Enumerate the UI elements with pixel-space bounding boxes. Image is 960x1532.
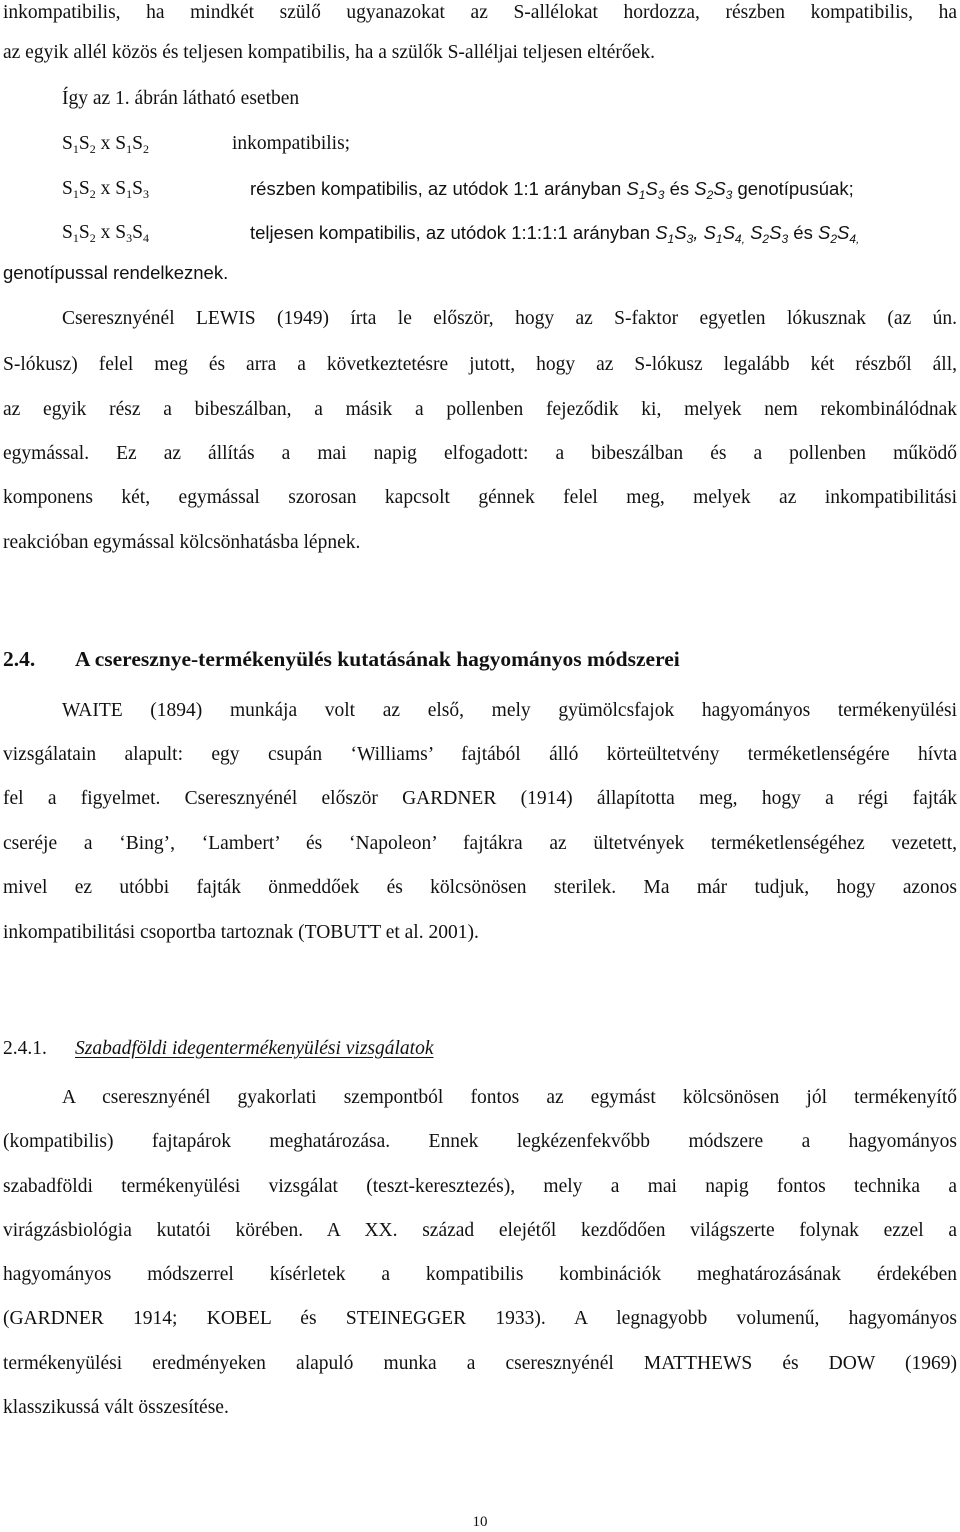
cross-2-label <box>62 176 149 202</box>
genotype-s2s3: $S_2S_3$ <box>694 178 733 202</box>
cross-2-text-b: genotípusúak; <box>732 178 854 199</box>
paragraph-2-line-2: S-lókusz) felel meg és arra a következtetésre jutott, hogy az S-lókusz legalább két részből áll, <box>3 354 957 375</box>
subsection-title: Szabadföldi idegentermékenyülési vizsgálatok <box>75 1038 434 1059</box>
paragraph-4-line-5: hagyományos módszerrel kísérletek a kompatibilis kombinációk meghatározásának érdekében <box>3 1264 957 1285</box>
paragraph-4-line-7: termékenyülési eredményeken alapuló munka a cseresznyénél MATTHEWS és DOW (1969) <box>3 1353 957 1374</box>
cross-3-text-a: teljesen kompatibilis, az utódok 1:1:1:1 arányban <box>250 222 656 243</box>
cross-3-label <box>62 220 149 246</box>
paragraph-4-line-4: virágzásbiológia kutatói körében. A XX. század elejétől kezdődően világszerte folynak ezzel a <box>3 1220 957 1241</box>
paragraph-4-line-6: (GARDNER 1914; KOBEL és STEINEGGER 1933). A legnagyobb volumenű, hagyományos <box>3 1308 957 1329</box>
paragraph-4-line-3: szabadföldi termékenyülési vizsgálat (teszt-keresztezés), mely a mai napig fontos technika a <box>3 1176 957 1197</box>
paragraph-3-line-5: mivel ez utóbbi fajták önmeddőek és kölcsönösen sterilek. Ma már tudjuk, hogy azonos <box>3 877 957 898</box>
paragraph-1-line-2: az egyik allél közös és teljesen kompatibilis, ha a szülők S-alléljai teljesen eltérőek. <box>3 42 655 63</box>
section-title: A cseresznye-termékenyülés kutatásának hagyományos módszerei <box>75 647 680 671</box>
crosses-tail: genotípussal rendelkeznek. <box>3 262 229 283</box>
cross-2-and: és <box>664 178 695 199</box>
cross-label-text: $S_1S_2$ x $S_1S_2$ <box>62 133 149 156</box>
section-heading-2-4-1 <box>3 1036 434 1062</box>
genotype-list: $S_1S_3$, $S_1S_{4,}$ $S_2S_3$ és $S_2S_{4,}$ <box>655 222 860 246</box>
paragraph-3-line-1: WAITE (1894) munkája volt az első, mely gyümölcsfajok hagyományos termékenyülési <box>62 700 957 721</box>
paragraph-2-line-3: az egyik rész a bibeszálban, a másik a pollenben fejeződik ki, melyek nem rekombinálódnak <box>3 399 957 420</box>
subsection-number: 2.4.1. <box>3 1038 47 1059</box>
section-number: 2.4. <box>3 647 36 671</box>
cross-3-description <box>250 220 859 246</box>
cross-2-text-a: részben kompatibilis, az utódok 1:1 arányban <box>250 178 627 199</box>
cross-label-text: $S_1S_2$ x $S_3S_4$ <box>62 222 149 245</box>
paragraph-3-line-2: vizsgálatain alapult: egy csupán ‘Williams’ fajtából álló körteültetvény terméketlenségére hívta <box>3 744 957 765</box>
paragraph-4-line-2: (kompatibilis) fajtapárok meghatározása. Ennek legkézenfekvőbb módszere a hagyományos <box>3 1131 957 1152</box>
paragraph-1-line-3: Így az 1. ábrán látható esetben <box>62 88 300 109</box>
paragraph-1-line-1: inkompatibilis, ha mindkét szülő ugyanazokat az S-allélokat hordozza, részben kompatibilis, ha <box>3 2 957 23</box>
paragraph-3-line-6: inkompatibilitási csoportba tartoznak (TOBUTT et al. 2001). <box>3 922 479 943</box>
paragraph-2-line-1: Cseresznyénél LEWIS (1949) írta le először, hogy az S-faktor egyetlen lókusznak (az ún. <box>62 308 957 329</box>
cross-1-label <box>62 131 149 157</box>
paragraph-2-line-5: komponens két, egymással szorosan kapcsolt génnek felel meg, melyek az inkompatibilitási <box>3 487 957 508</box>
cross-label-text: $S_1S_2$ x $S_1S_3$ <box>62 178 149 201</box>
paragraph-2-line-4: egymással. Ez az állítás a mai napig elfogadott: a bibeszálban és a pollenben működő <box>3 443 957 464</box>
cross-1-description: inkompatibilis; <box>232 133 351 154</box>
page-number: 10 <box>472 1514 488 1530</box>
paragraph-2-line-6: reakcióban egymással kölcsönhatásba lépnek. <box>3 532 361 553</box>
paragraph-3-line-4: cseréje a ‘Bing’, ‘Lambert’ és ‘Napoleon’ fajtákra az ültetvények terméketlenségéhez vezetett, <box>3 833 957 854</box>
paragraph-4-line-1: A cseresznyénél gyakorlati szempontból fontos az egymást kölcsönösen jól termékenyítő <box>62 1087 957 1108</box>
paragraph-4-line-8: klasszikussá vált összesítése. <box>3 1397 229 1418</box>
cross-2-description <box>250 176 854 202</box>
genotype-s1s3: $S_1S_3$ <box>626 178 665 202</box>
section-heading-2-4 <box>3 644 680 674</box>
paragraph-3-line-3: fel a figyelmet. Cseresznyénél először GARDNER (1914) állapította meg, hogy a régi fajták <box>3 788 957 809</box>
